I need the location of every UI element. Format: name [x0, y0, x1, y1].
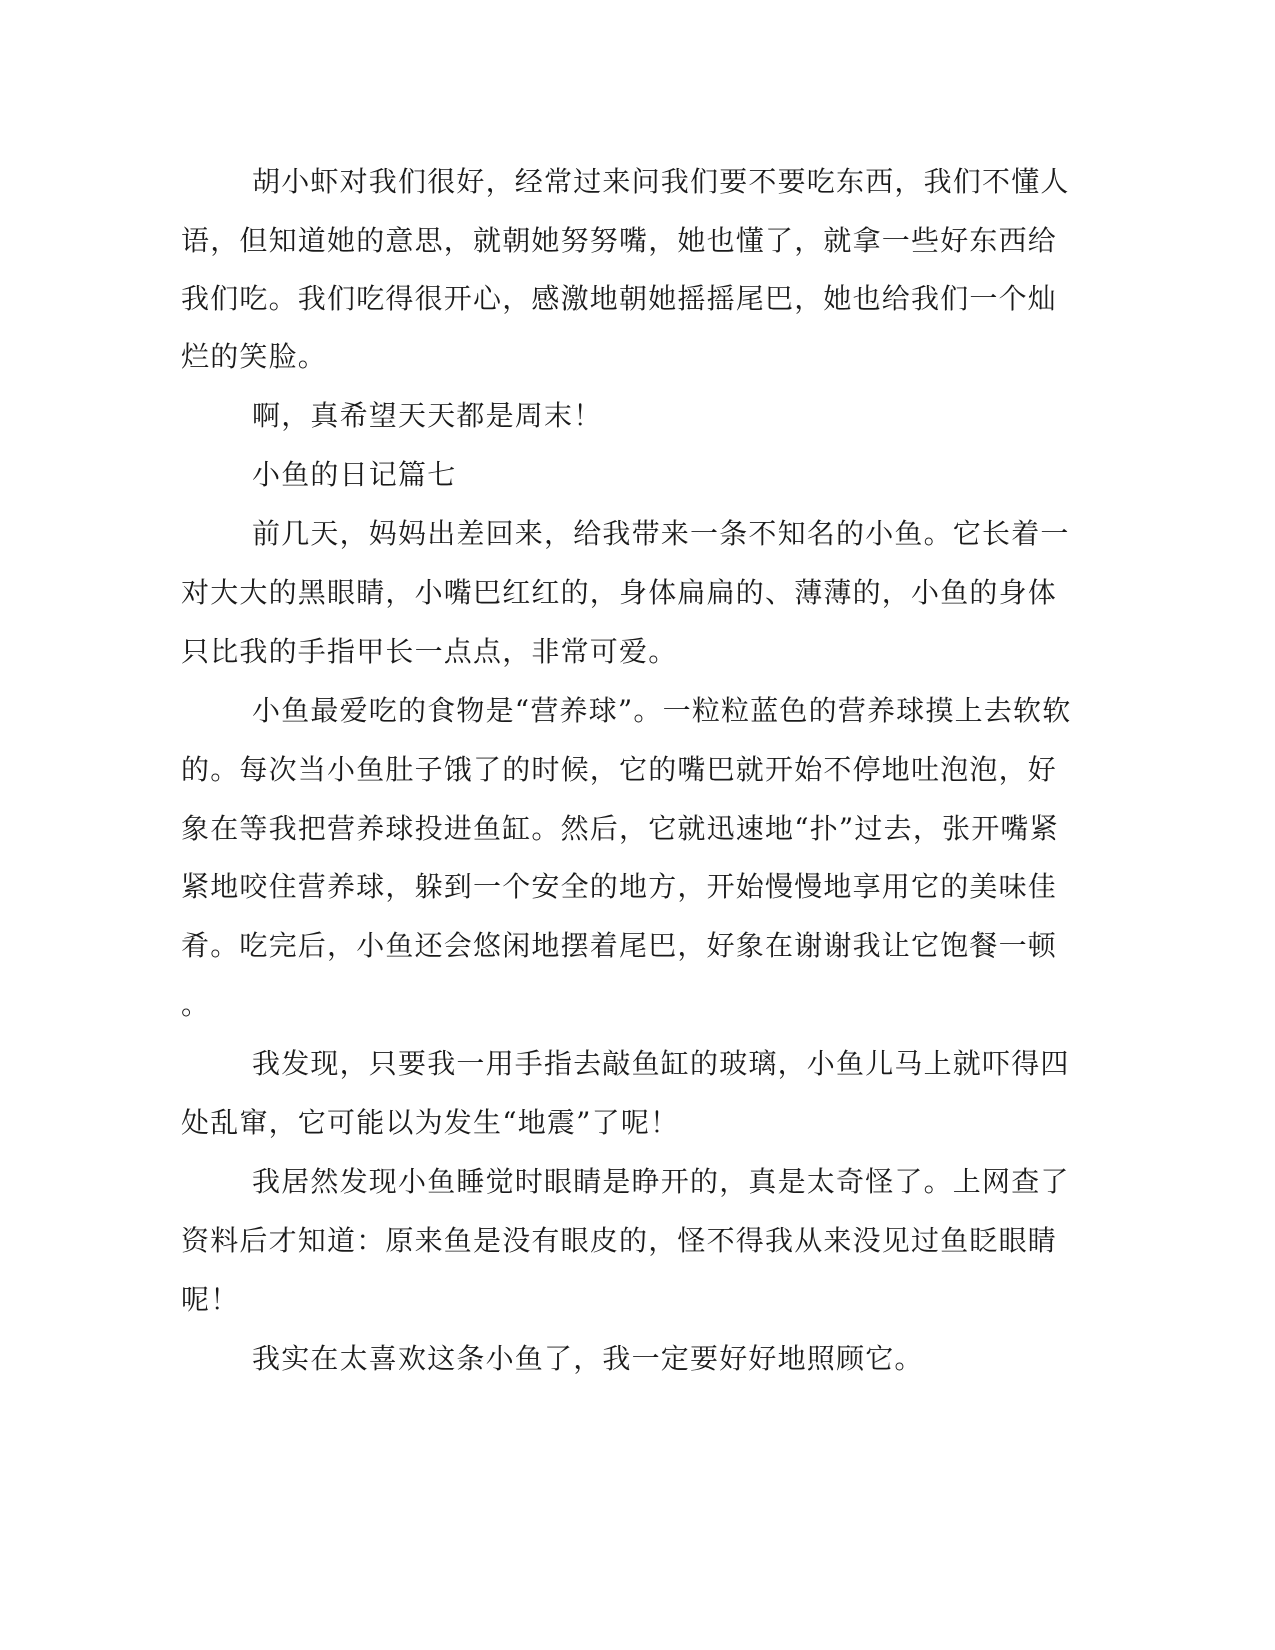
paragraph-line: 处乱窜，它可能以为发生“地震”了呢！ — [181, 1106, 680, 1139]
paragraph-line: 的。每次当小鱼肚子饿了的时候，它的嘴巴就开始不停地吐泡泡，好 — [181, 753, 1058, 786]
paragraph-line: 我发现，只要我一用手指去敲鱼缸的玻璃，小鱼儿马上就吓得四 — [252, 1047, 1070, 1080]
paragraph-line: 呢！ — [181, 1283, 240, 1316]
paragraph-line: 我居然发现小鱼睡觉时眼睛是睁开的，真是太奇怪了。上网查了 — [252, 1165, 1070, 1198]
paragraph-line: 。 — [181, 988, 211, 1021]
paragraph-line: 小鱼最爱吃的食物是“营养球”。一粒粒蓝色的营养球摸上去软软 — [252, 694, 1072, 727]
paragraph-line: 啊，真希望天天都是周末！ — [252, 399, 603, 432]
paragraph-line: 语，但知道她的意思，就朝她努努嘴，她也懂了，就拿一些好东西给 — [181, 224, 1058, 257]
paragraph-line: 肴。吃完后，小鱼还会悠闲地摆着尾巴，好象在谢谢我让它饱餐一顿 — [181, 929, 1058, 962]
paragraph-line: 紧地咬住营养球，躲到一个安全的地方，开始慢慢地享用它的美味佳 — [181, 870, 1058, 903]
paragraph-line: 我们吃。我们吃得很开心，感激地朝她摇摇尾巴，她也给我们一个灿 — [181, 282, 1058, 315]
paragraph-line: 前几天，妈妈出差回来，给我带来一条不知名的小鱼。它长着一 — [252, 517, 1070, 550]
paragraph-line: 只比我的手指甲长一点点，非常可爱。 — [181, 635, 678, 668]
section-heading: 小鱼的日记篇七 — [252, 458, 457, 491]
paragraph-line: 烂的笑脸。 — [181, 340, 328, 373]
paragraph-line: 我实在太喜欢这条小鱼了，我一定要好好地照顾它。 — [252, 1342, 924, 1375]
paragraph-line: 对大大的黑眼睛，小嘴巴红红的，身体扁扁的、薄薄的，小鱼的身体 — [181, 576, 1058, 609]
paragraph-line: 胡小虾对我们很好，经常过来问我们要不要吃东西，我们不懂人 — [252, 165, 1070, 198]
paragraph-line: 资料后才知道：原来鱼是没有眼皮的，怪不得我从来没见过鱼眨眼睛 — [181, 1224, 1058, 1257]
paragraph-line: 象在等我把营养球投进鱼缸。然后，它就迅速地“扑”过去，张开嘴紧 — [181, 812, 1059, 845]
